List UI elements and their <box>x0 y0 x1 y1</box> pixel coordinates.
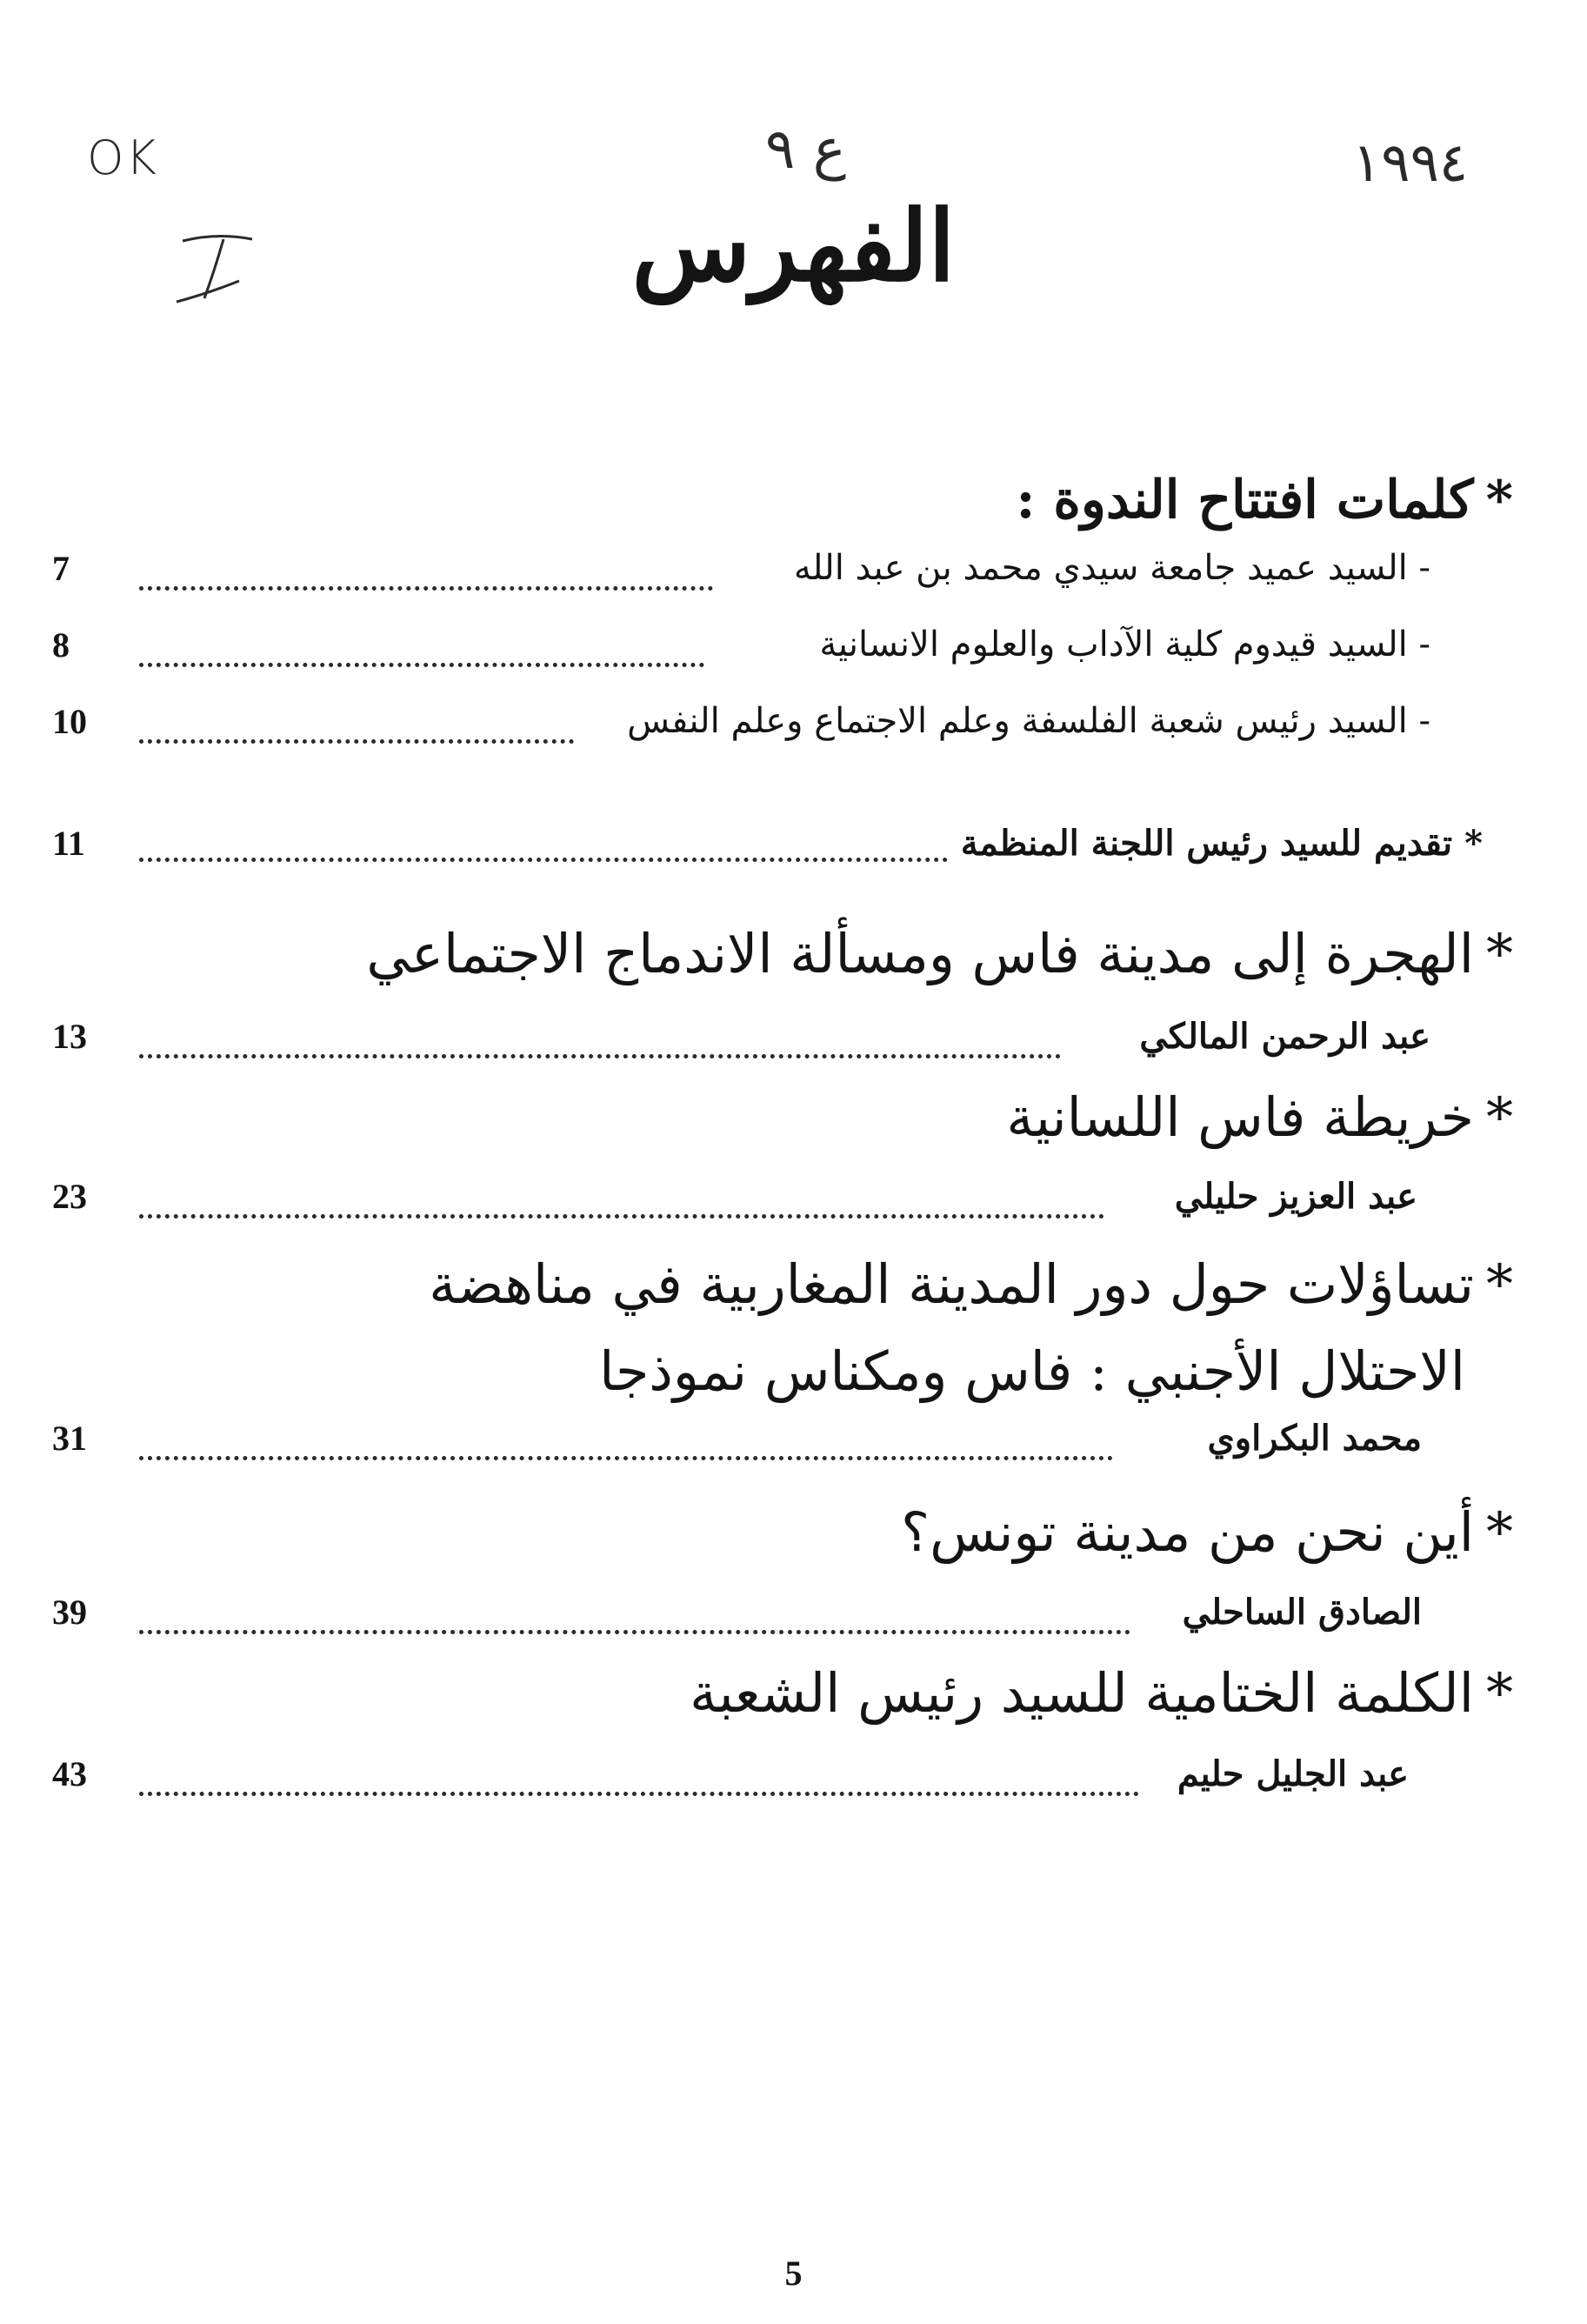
section-heading-text: خريطة فاس اللسانية <box>1006 1085 1474 1149</box>
entry-title: - السيد رئيس شعبة الفلسفة وعلم الاجتماع وعلم النفس <box>627 701 1430 741</box>
toc-entry <box>52 701 1513 771</box>
entry-author: عبد الجليل حليم <box>1177 1753 1409 1794</box>
dot-leader <box>139 1456 1113 1460</box>
section-heading-migration <box>366 922 1513 985</box>
page-number: 43 <box>52 1754 87 1793</box>
handwritten-year-note: ١٩٩٤ <box>1352 130 1469 194</box>
star-bullet: * <box>1486 922 1513 985</box>
star-bullet: * <box>1486 1500 1513 1564</box>
page-number: 39 <box>52 1593 87 1632</box>
section-heading-maghreb-city <box>429 1252 1513 1316</box>
dot-leader <box>139 1214 1104 1219</box>
dot-leader <box>139 739 574 744</box>
dot-leader <box>139 663 704 667</box>
section-heading-text: الهجرة إلى مدينة فاس ومسألة الاندماج الاجتماعي <box>366 922 1474 985</box>
section-heading-text: تقديم للسيد رئيس اللجنة المنظمة <box>960 823 1453 864</box>
section-heading-tunis <box>901 1500 1513 1564</box>
section-heading-linguistic-map <box>1006 1085 1513 1149</box>
toc-entry <box>52 1418 1513 1487</box>
section-heading-maghreb-city-line2: الاحتلال الأجنبي : فاس ومكناس نموذجا <box>599 1339 1465 1403</box>
dot-leader <box>139 858 948 862</box>
page-footer-number: 5 <box>784 2254 803 2293</box>
handwritten-ok-note: OK <box>87 130 158 185</box>
dot-leader <box>139 1630 1130 1634</box>
toc-entry <box>52 1592 1513 1661</box>
section-heading-text: كلمات افتتاح الندوة : <box>1016 470 1474 531</box>
entry-title: - السيد عميد جامعة سيدي محمد بن عبد الله <box>793 548 1430 588</box>
page-number: 10 <box>52 702 87 741</box>
page-number: 8 <box>52 625 70 664</box>
section-heading-closing <box>690 1661 1513 1725</box>
star-bullet: * <box>1486 1085 1513 1149</box>
dot-leader <box>139 1054 1061 1058</box>
entry-author: الصادق الساحلي <box>1182 1592 1422 1633</box>
section-heading-text: الكلمة الختامية للسيد رئيس الشعبة <box>690 1661 1474 1725</box>
page-number: 23 <box>52 1177 87 1216</box>
toc-entry <box>52 1016 1513 1085</box>
toc-entry <box>52 1753 1513 1823</box>
entry-title: - السيد قيدوم كلية الآداب والعلوم الانسانية <box>819 624 1430 664</box>
entry-author: عبد العزيز حليلي <box>1174 1176 1417 1217</box>
toc-entry <box>52 548 1513 618</box>
entry-title <box>961 823 1483 864</box>
entry-author: عبد الرحمن المالكي <box>1139 1016 1430 1057</box>
page-number: 13 <box>52 1017 87 1056</box>
star-bullet: * <box>1486 1252 1513 1316</box>
page-title: الفهرس <box>631 190 956 304</box>
dot-leader <box>139 586 713 591</box>
handwritten-center-note: ع ٩ <box>765 117 846 182</box>
star-bullet: * <box>1486 1661 1513 1725</box>
section-heading-text: تساؤلات حول دور المدينة المغاربية في مناهضة <box>429 1252 1474 1316</box>
star-bullet: * <box>1485 470 1513 531</box>
section-heading-opening <box>1016 470 1513 531</box>
page-number: 7 <box>52 549 70 588</box>
page-number: 11 <box>52 824 85 863</box>
entry-author: محمد البكراوي <box>1207 1418 1422 1459</box>
toc-entry <box>52 1176 1513 1245</box>
toc-entry <box>52 624 1513 694</box>
star-bullet: * <box>1464 823 1483 864</box>
section-heading-text: أين نحن من مدينة تونس؟ <box>901 1500 1474 1564</box>
toc-entry-presentation <box>52 823 1513 892</box>
page-number: 31 <box>52 1419 87 1458</box>
dot-leader <box>139 1792 1139 1796</box>
